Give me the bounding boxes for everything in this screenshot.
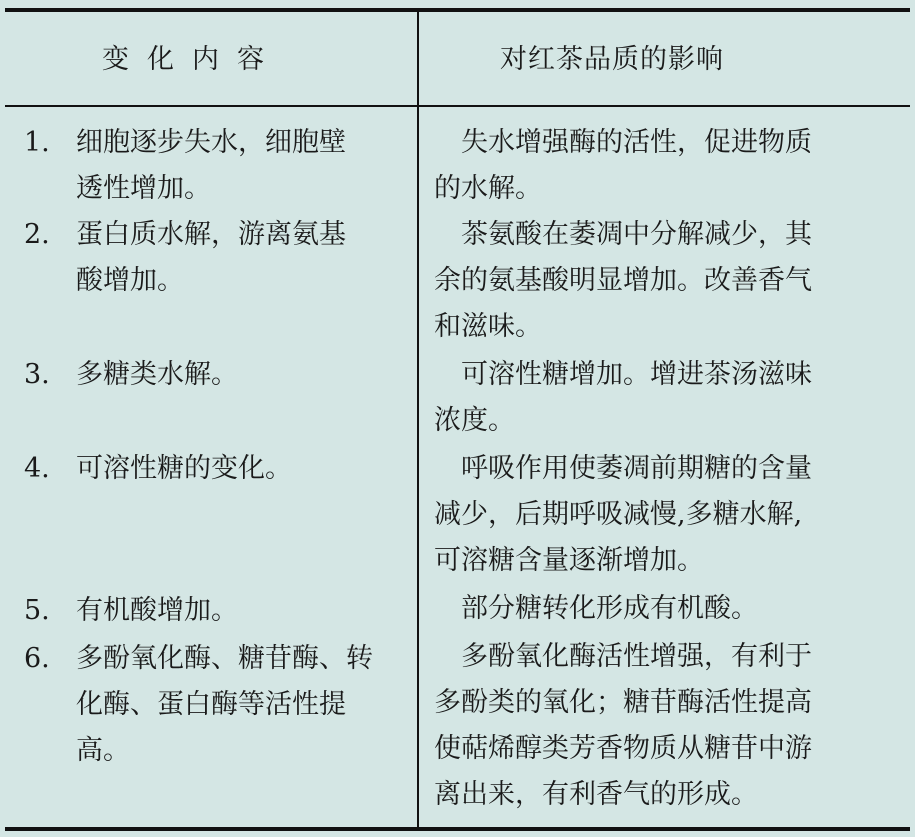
- header-divider: [5, 105, 910, 107]
- change-text: 有机酸增加。: [76, 595, 238, 626]
- effect-text: 多酚氧化酶活性增强，有利于 多酚类的氧化；糖苷酶活性提高 使萜烯醇类芳香物质从糖苷中游 离出来，有利香气的形成。: [434, 641, 812, 810]
- effect-text: 失水增强酶的活性，促进物质 的水解。: [434, 127, 812, 204]
- change-text: 多酚氧化酶、糖苷酶、转 化酶、蛋白酶等活性提 高。: [76, 643, 373, 766]
- effect-text: 可溶性糖增加。增进茶汤滋味 浓度。: [434, 359, 812, 436]
- row-number: 6.: [24, 643, 50, 674]
- row-number: 1.: [24, 127, 50, 158]
- change-text: 蛋白质水解，游离氨基 酸增加。: [76, 219, 346, 296]
- table-row-3-change: [24, 352, 404, 398]
- row-number: 4.: [24, 453, 50, 484]
- row-number: 3.: [24, 359, 50, 390]
- change-text: 可溶性糖的变化。: [76, 453, 292, 484]
- column-divider: [417, 8, 419, 831]
- table-top-rule: [5, 8, 910, 12]
- effect-text: 部分糖转化形成有机酸。: [434, 593, 758, 624]
- table-row-4-change: [24, 446, 404, 492]
- header-effect-on-quality: 对红茶品质的影响: [500, 44, 724, 75]
- table-row-6-effect: [434, 634, 904, 818]
- effect-text: 茶氨酸在萎凋中分解减少，其 余的氨基酸明显增加。改善香气 和滋味。: [434, 219, 812, 342]
- row-number: 2.: [24, 219, 50, 250]
- table-row-1-effect: [434, 120, 904, 212]
- table-row-6-change: [24, 636, 404, 774]
- row-number: 5.: [24, 595, 50, 626]
- table-row-3-effect: [434, 352, 904, 444]
- change-text: 细胞逐步失水，细胞壁 透性增加。: [76, 127, 346, 204]
- effect-text: 呼吸作用使萎凋前期糖的含量 减少，后期呼吸减慢,多糖水解, 可溶糖含量逐渐增加。: [434, 453, 812, 576]
- table-row-2-effect: [434, 212, 904, 350]
- table-bottom-rule: [5, 827, 910, 831]
- table-row-2-change: [24, 212, 404, 304]
- table-row-5-change: [24, 588, 404, 634]
- table-row-5-effect: [434, 586, 904, 632]
- change-text: 多糖类水解。: [76, 359, 238, 390]
- table-row-1-change: [24, 120, 404, 212]
- table-row-4-effect: [434, 446, 904, 584]
- header-change-content: 变化内容: [102, 44, 282, 75]
